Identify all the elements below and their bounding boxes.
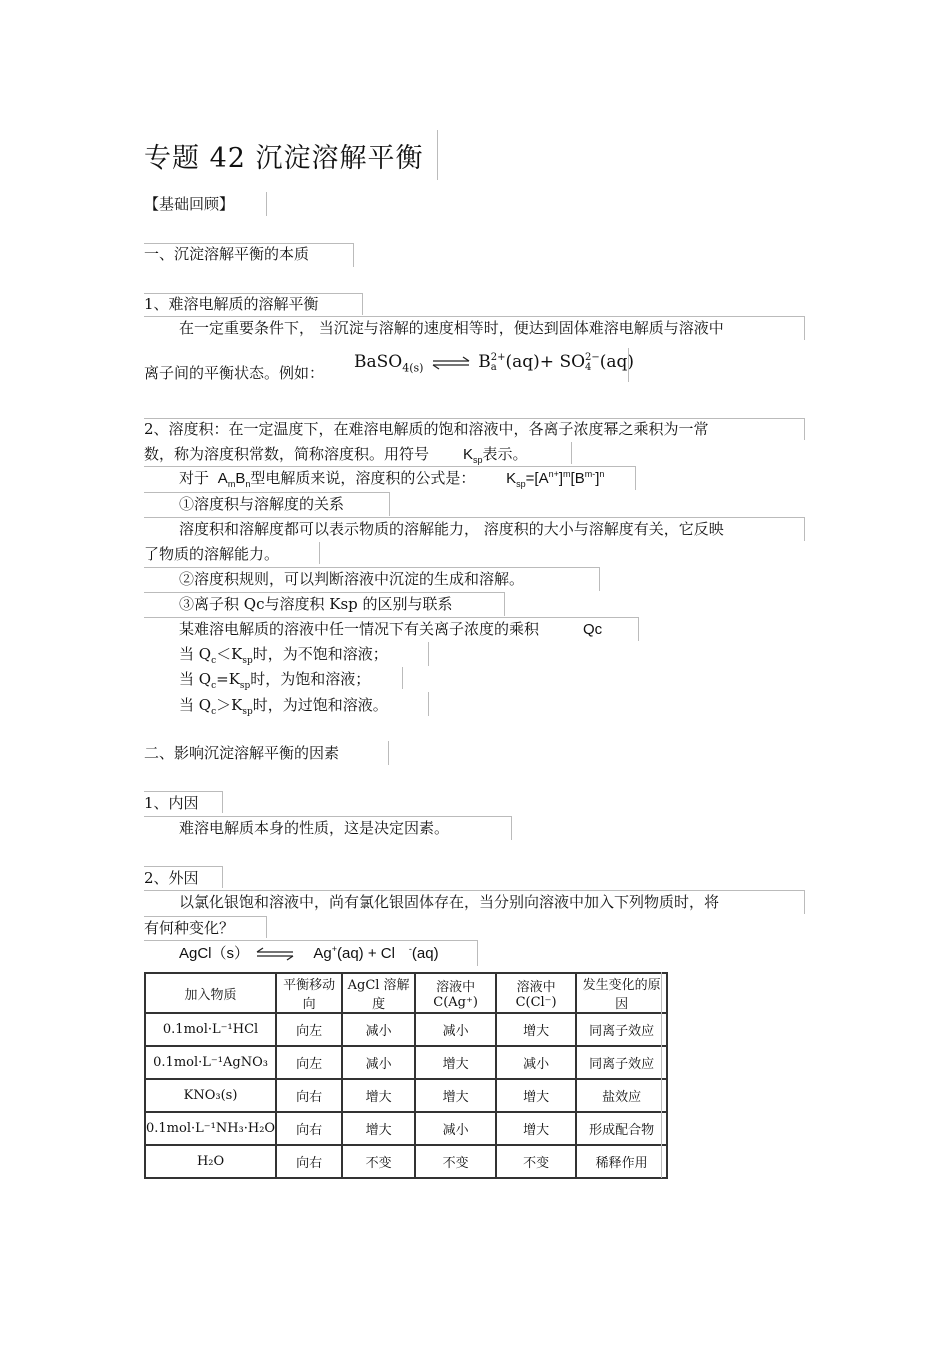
table-cell: 形成配合物	[576, 1112, 667, 1145]
formula-end: ]	[595, 470, 600, 487]
divider	[353, 243, 354, 267]
divider	[804, 418, 805, 440]
formula-m: m	[227, 479, 236, 489]
table-cell: 增大	[496, 1013, 576, 1046]
sub2-line1: 2、溶度积：在一定温度下，在难溶电解质的饱和溶液中，各离子浓度幂之乘积为一常	[144, 420, 709, 438]
condition-supersaturated	[179, 695, 388, 715]
table-cell: 向左	[276, 1046, 342, 1079]
table-cell: 减小	[415, 1112, 496, 1145]
divider	[437, 130, 438, 180]
table-cell: 不变	[415, 1145, 496, 1178]
eq-ion2-sub: 4	[585, 361, 592, 373]
divider	[319, 542, 320, 564]
review-heading: 【基础回顾】	[144, 195, 235, 213]
eq-ion2-tail: (aq)	[599, 352, 635, 372]
section2-sub2-heading: 2、外因	[144, 869, 199, 887]
divider	[144, 418, 804, 419]
formula-intro-a: 对于	[179, 469, 210, 487]
eq-baso4: BaSO	[354, 352, 403, 372]
table-row	[145, 1112, 667, 1145]
table-cell: 增大	[342, 1079, 415, 1112]
divider	[477, 940, 478, 966]
cond2-c: c	[211, 681, 217, 691]
formula-sup3: m-	[584, 469, 596, 479]
divider	[144, 316, 804, 317]
divider	[804, 517, 805, 541]
table-cell: 向左	[276, 1013, 342, 1046]
cond1-prefix: 当 Q	[179, 645, 212, 663]
divider	[571, 442, 572, 464]
divider	[266, 916, 267, 938]
table-cell: 减小	[342, 1013, 415, 1046]
table-cell: 0.1mol·L⁻¹AgNO₃	[145, 1046, 276, 1079]
sub2-line2a: 数，称为溶度积常数，简称溶度积。用符号	[144, 445, 430, 463]
item1: ①溶度积与溶解度的关系	[179, 495, 345, 513]
formula-ksp: K	[506, 470, 517, 487]
table-header: 加入物质	[145, 973, 276, 1013]
divider	[144, 816, 511, 817]
eq-ion1-tail: (aq)+ SO	[505, 352, 586, 372]
agcl-eq-a: AgCl（s）	[179, 945, 250, 962]
table-cell: 0.1mol·L⁻¹HCl	[145, 1013, 276, 1046]
divider	[222, 791, 223, 813]
table-header: 溶液中 C(Cl⁻)	[496, 973, 576, 1013]
ksp-symbol: K	[463, 446, 474, 463]
sub2-line2b: 表示。	[482, 445, 528, 463]
formula-a: A	[217, 470, 228, 487]
table-cell: KNO₃(s)	[145, 1079, 276, 1112]
table-cell: 稀释作用	[576, 1145, 667, 1178]
formula-mid: [B	[570, 470, 585, 487]
agcl-eq-d: (aq)	[411, 945, 439, 962]
table-cell: 增大	[415, 1046, 496, 1079]
eq-ion1: B	[478, 352, 491, 372]
table-row	[145, 1013, 667, 1046]
divider	[144, 293, 362, 294]
divider	[628, 348, 629, 382]
cond1-tail: 时，为不饱和溶液；	[252, 645, 388, 663]
divider	[402, 667, 403, 689]
divider	[144, 866, 222, 867]
item2: ②溶度积规则，可以判断溶液中沉淀的生成和溶解。	[179, 570, 525, 588]
divider	[144, 940, 477, 941]
table-cell: 不变	[496, 1145, 576, 1178]
agcl-eq-c-sup: -	[408, 944, 412, 954]
table-row	[145, 1079, 667, 1112]
formula-b: B	[235, 470, 246, 487]
cond3-sp: sp	[242, 707, 253, 717]
table-cell: 盐效应	[576, 1079, 667, 1112]
cond1-sp: sp	[242, 656, 253, 666]
item1-text-a: 溶度积和溶解度都可以表示物质的溶解能力， 溶度积的大小与溶解度有关，它反映	[179, 520, 724, 538]
cond2-rel: =K	[216, 670, 240, 688]
table-header: 平衡移动向	[276, 973, 342, 1013]
divider	[388, 741, 389, 765]
item3-text: 某难溶电解质的溶液中任一情况下有关离子浓度的乘积	[179, 620, 540, 638]
table-header: 发生变化的原因	[576, 973, 667, 1013]
table-cell: 增大	[496, 1079, 576, 1112]
divider	[504, 592, 505, 616]
formula-line: 对于 $A_mB_n$型电解质来说，溶度积的公式是： $K_{sp}=[A^{n+}]^m[B^{m-}]^n$	[179, 469, 605, 489]
table-cell: 向右	[276, 1079, 342, 1112]
item3-qc: Qc	[583, 621, 603, 638]
eq-ion2-sup: 2−	[585, 351, 600, 363]
divider	[635, 466, 636, 490]
divider	[804, 316, 805, 340]
ksp-sub: sp	[473, 455, 483, 465]
divider	[511, 816, 512, 840]
baso4-equation	[354, 352, 634, 373]
table-cell: 同离子效应	[576, 1046, 667, 1079]
table-cell: 0.1mol·L⁻¹NH₃·H₂O	[145, 1112, 276, 1145]
section2-heading: 二、影响沉淀溶解平衡的因素	[144, 744, 340, 762]
cond1-c: c	[211, 656, 217, 666]
divider	[144, 492, 389, 493]
condition-unsaturated	[179, 644, 388, 664]
divider	[144, 791, 222, 792]
divider	[661, 972, 662, 1178]
divider	[144, 890, 804, 891]
divider	[266, 192, 267, 216]
section2-sub2-text-a: 以氯化银饱和溶液中，尚有氯化银固体存在，当分别向溶液中加入下列物质时，将	[179, 893, 720, 911]
section2-sub2-text-b: 有何种变化？	[144, 919, 235, 937]
divider	[144, 517, 804, 518]
page-title: 专题 42 沉淀溶解平衡	[144, 143, 424, 174]
section1-sub1-heading: 1、难溶电解质的溶解平衡	[144, 295, 319, 313]
table-row	[145, 1145, 667, 1178]
table-cell: 减小	[342, 1046, 415, 1079]
formula-intro-b: 型电解质来说，溶度积的公式是：	[250, 469, 476, 487]
sub1-text-b: 离子间的平衡状态。例如：	[144, 364, 325, 382]
table-row	[145, 1046, 667, 1079]
cond1-rel: ＜K	[216, 645, 243, 663]
section2-sub1-text: 难溶电解质本身的性质，这是决定因素。	[179, 819, 450, 837]
sub1-text-a: 在一定重要条件下， 当沉淀与溶解的速度相等时，便达到固体难溶电解质与溶液中	[179, 319, 724, 337]
cond3-prefix: 当 Q	[179, 696, 212, 714]
table-cell: 同离子效应	[576, 1013, 667, 1046]
divider	[804, 890, 805, 914]
eq-ion1-sub: a	[490, 361, 497, 373]
table-cell: 不变	[342, 1145, 415, 1178]
cond2-tail: 时，为饱和溶液；	[250, 670, 371, 688]
agcl-equation	[179, 944, 439, 964]
sub2-line2	[144, 444, 528, 465]
equilibrium-arrow-icon	[431, 356, 471, 370]
formula-rest: =[A	[525, 470, 549, 487]
divider	[362, 293, 363, 315]
table-header-row	[145, 973, 667, 1013]
divider	[144, 567, 599, 568]
table-header: 溶液中 C(Ag⁺)	[415, 973, 496, 1013]
cond2-sp: sp	[239, 681, 251, 691]
condition-saturated	[179, 669, 370, 689]
agcl-eq-b-sup: +	[331, 944, 337, 954]
divider	[428, 642, 429, 666]
cond2-prefix: 当 Q	[179, 670, 212, 688]
table-cell: 向右	[276, 1112, 342, 1145]
table-cell: 增大	[496, 1112, 576, 1145]
item3: ③离子积 Qc与溶度积 Ksp 的区别与联系	[179, 595, 453, 613]
agcl-eq-b: Ag	[313, 945, 332, 962]
formula-sup4: n	[599, 469, 605, 479]
table-cell: 向右	[276, 1145, 342, 1178]
eq-baso4-sub: 4(s)	[402, 361, 424, 375]
formula-ksp-sub: sp	[516, 479, 526, 489]
formula-n: n	[245, 479, 251, 489]
divider	[144, 916, 266, 917]
table-header: AgCl 溶解度	[342, 973, 415, 1013]
item1-text-b: 了物质的溶解能力。	[144, 545, 280, 563]
divider	[222, 866, 223, 888]
table-cell: 增大	[415, 1079, 496, 1112]
formula-sup2: m	[563, 469, 571, 479]
cond3-rel: ＞K	[216, 696, 243, 714]
divider	[144, 592, 504, 593]
divider	[638, 617, 639, 641]
equilibrium-arrow-icon	[255, 947, 295, 961]
table-cell: H₂O	[145, 1145, 276, 1178]
section2-sub1-heading: 1、内因	[144, 794, 199, 812]
item3-text-line	[179, 619, 602, 640]
section1-heading: 一、沉淀溶解平衡的本质	[144, 245, 310, 263]
divider	[144, 466, 635, 467]
table-cell: 减小	[496, 1046, 576, 1079]
formula-sup1: n+	[548, 469, 559, 479]
cond3-tail: 时，为过饱和溶液。	[252, 696, 388, 714]
agcl-eq-c: (aq) + Cl	[336, 945, 395, 962]
divider	[599, 567, 600, 591]
agcl-effects-table	[144, 972, 668, 1179]
divider	[144, 243, 353, 244]
divider	[144, 617, 638, 618]
eq-ion1-sup: 2+	[490, 351, 506, 363]
table-cell: 减小	[415, 1013, 496, 1046]
divider	[389, 492, 390, 516]
divider	[428, 692, 429, 716]
cond3-c: c	[211, 707, 217, 717]
table-cell: 增大	[342, 1112, 415, 1145]
